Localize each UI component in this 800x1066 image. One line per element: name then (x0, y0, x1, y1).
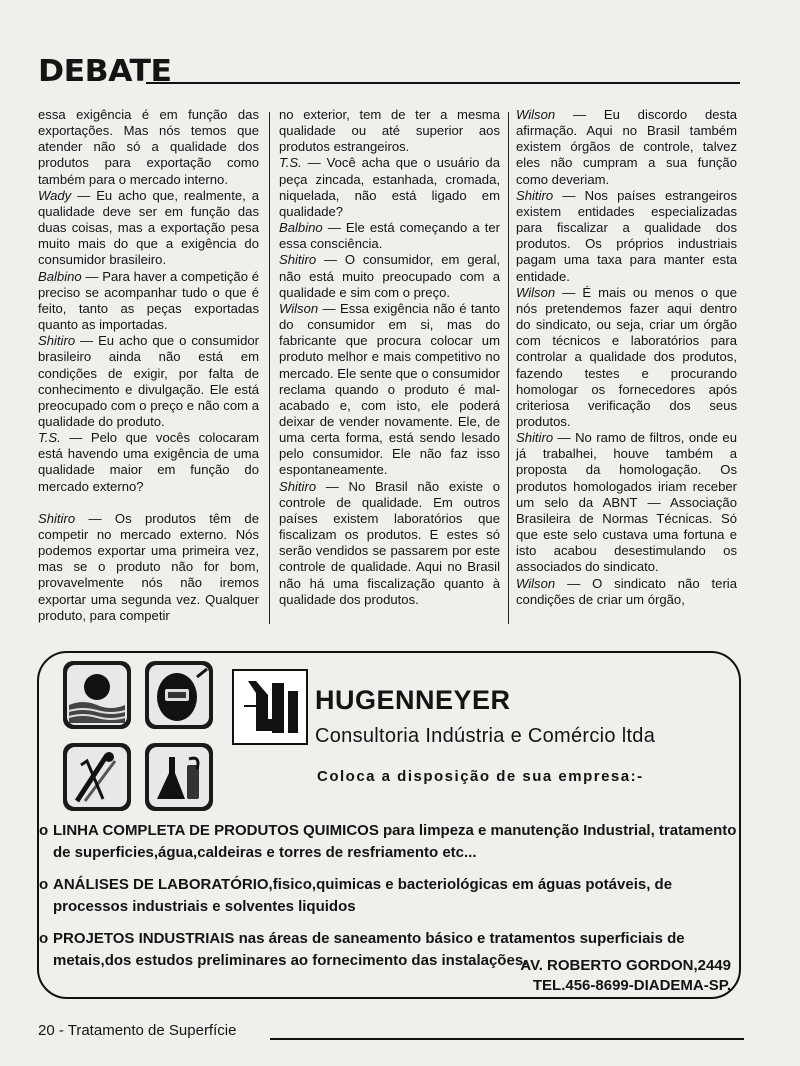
paragraph (516, 430, 737, 575)
column-divider (508, 112, 509, 624)
paragraph-text: — Eu discordo desta afirmação. Aqui no Brasil também existem órgãos de controle, talvez eles não cumpram a sua função como deveriam. (516, 107, 737, 187)
text-column-3 (516, 107, 737, 608)
paragraph-text: — No ramo de filtros, onde eu já trabalhei, houve também a proposta da homologação. Os produtos homologados iriam receber um selo da ABNT — Associação Brasileira de Normas Técnicas. Só que este selo custava uma fortuna e isto acabou desestimulando os associados do sindicato. (516, 430, 737, 575)
paragraph-text: — No Brasil não existe o controle de qualidade. Em outros países existem laboratórios que fiscalizam os produtos. E estes só serão vendidos se passarem por este controle de qualidade. Aqui no Brasil não há uma fiscalização quanto à qualidade dos produtos. (279, 478, 500, 607)
address: AV. ROBERTO GORDON,2449 (520, 957, 731, 974)
company-logo (232, 669, 308, 745)
bullet: o (39, 930, 49, 947)
paragraph-text: — Ele está começando a ter essa consciência. (279, 220, 500, 252)
column-divider (269, 112, 270, 624)
speaker-name: Wilson (516, 107, 556, 122)
paragraph-text: — O consumidor, em geral, não está muito preocupado com a qualidade e sim com o preço. (279, 252, 500, 300)
company-subtitle: Consultoria Indústria e Comércio ltda (315, 725, 656, 747)
paragraph (279, 301, 500, 479)
paragraph-text: — Nos países estrangeiros existem entidades especializadas para fiscalizar a qualidade dos produtos. Os próprios industriais pagam uma taxa para manter esta entidade. (516, 187, 737, 284)
paragraph (38, 430, 259, 495)
speaker-name: Shitiro (279, 252, 317, 268)
speaker-name: Shitiro (516, 187, 554, 203)
paragraph (38, 511, 259, 624)
paragraph (279, 252, 500, 300)
paragraph-text: — Eu acho que o consumidor brasileiro ainda não está em condições de exigir, por falta de conhecimento e divulgação. Ele está preocupado com o preço e não com a qualidade do produto. (38, 333, 259, 429)
speaker-name: Shitiro (279, 478, 317, 494)
paragraph (279, 479, 500, 608)
text-column-1 (38, 107, 259, 624)
speaker-name: Wady (38, 187, 72, 203)
speaker-name: Shitiro (38, 333, 76, 349)
paragraph-text: essa exigência é em função das exportações. Mas nós temos que atender não só a qualidade dos produtos para exportação como também para o mercado interno. (38, 107, 259, 187)
page-header (38, 52, 740, 88)
paragraph-text: — Essa exigência não é tanto do consumidor em si, mas do fabricante que procura colocar um produto melhor e mais competitivo no mercado. Ele sente que o consumidor reclama quando o produto é mal-acabado e, com isto, ele poderá deixar de vender novamente. Ele, de uma certa forma, está sendo lesado pelo consumidor. Ele não faz isso espontaneamente. (279, 300, 500, 478)
speaker-name: Shitiro (516, 430, 554, 446)
paragraph-text: — Pelo que vocês colocaram está havendo uma exigência de uma qualidade maior em função do mercado externo? (38, 430, 259, 494)
paragraph-text: — Você acha que o usuário da peça zincada, estanhada, cromada, niquelada, não está ligado em qualidade? (279, 155, 500, 219)
welding-mask-icon (145, 661, 213, 729)
paragraph (279, 107, 500, 155)
paragraph (38, 188, 259, 269)
bullet: o (39, 876, 49, 893)
phone: TEL.456-8699-DIADEMA-SP. (532, 977, 731, 994)
paragraph (38, 107, 259, 188)
service-item (39, 874, 739, 918)
paragraph-text: — Eu acho que, realmente, a qualidade deve ser em função das duas coisas, mas a exportação pesa muito mais do que a exigência do consumidor brasileiro. (38, 187, 259, 268)
paragraph (38, 333, 259, 430)
paragraph (516, 188, 737, 285)
speaker-name: Shitiro (38, 510, 76, 526)
footer-rule (270, 1038, 744, 1040)
paragraph (38, 269, 259, 334)
company-name: HUGENNEYER (315, 685, 511, 715)
paragraph-text: — Os produtos têm de competir no mercado externo. Nós podemos exportar uma primeira vez, mas se o produto não for bom, provavelmente nós não iremos exportar uma segunda vez. Qualquer produto, para competir (38, 510, 259, 623)
paragraph-text: — Para haver a competição é preciso se acompanhar tudo o que é feito, tanto as peças exportadas quanto as importadas. (38, 268, 259, 333)
text-column-2 (279, 107, 500, 608)
paragraph-text: — É mais ou menos o que nós pretendemos fazer aqui dentro do sindicato, ou seja, criar um órgão com técnicos e laboratórios para controlar a qualidade dos produtos, fazendo testes e procurando homologar os fornecedores após criteriosa verificação dos seus produtos. (516, 284, 737, 429)
paragraph (279, 155, 500, 220)
paragraph-text: no exterior, tem de ter a mesma qualidade ou até superior aos produtos estrangeiros. (279, 107, 500, 155)
speaker-name: Balbino (38, 268, 82, 284)
speaker-name: Balbino (279, 220, 323, 236)
speaker-name: Wilson (279, 300, 319, 316)
speaker-name: Wilson (516, 575, 556, 591)
speaker-name: T.S. (38, 430, 61, 446)
lab-flask-icon (145, 743, 213, 811)
paragraph (516, 576, 737, 608)
advertisement (37, 651, 741, 999)
contact-block (520, 956, 731, 996)
paragraph-text: — O sindicato não teria condições de criar um órgão, (516, 575, 737, 607)
header-rule (146, 82, 740, 84)
footer-text: 20 - Tratamento de Superfície (38, 1022, 237, 1039)
page-footer (38, 1022, 744, 1044)
section-title: DEBATE (38, 54, 172, 89)
speaker-name: Wilson (516, 284, 556, 300)
offer-heading: Coloca a disposição de sua empresa:- (317, 768, 644, 785)
bullet: o (39, 822, 49, 839)
paragraph (516, 107, 737, 188)
paragraph (279, 220, 500, 252)
tools-icon (63, 743, 131, 811)
service-text: LINHA COMPLETA DE PRODUTOS QUIMICOS para limpeza e manutenção Industrial, tratamento de superficies,água,caldeiras e torres de resfriamento etc... (53, 822, 737, 861)
service-text: ANÁLISES DE LABORATÓRIO,fisico,quimicas e bacteriológicas em águas potáveis, de processos industriais e solventes liquidos (53, 876, 673, 915)
service-item (39, 820, 739, 864)
service-text: PROJETOS INDUSTRIAIS nas áreas de saneamento básico e tratamentos superficiais de metais,dos estudos preliminares ao fornecimento das instalações. (53, 930, 685, 969)
paragraph (516, 285, 737, 430)
speaker-name: T.S. (279, 155, 302, 171)
sun-landscape-icon (63, 661, 131, 729)
